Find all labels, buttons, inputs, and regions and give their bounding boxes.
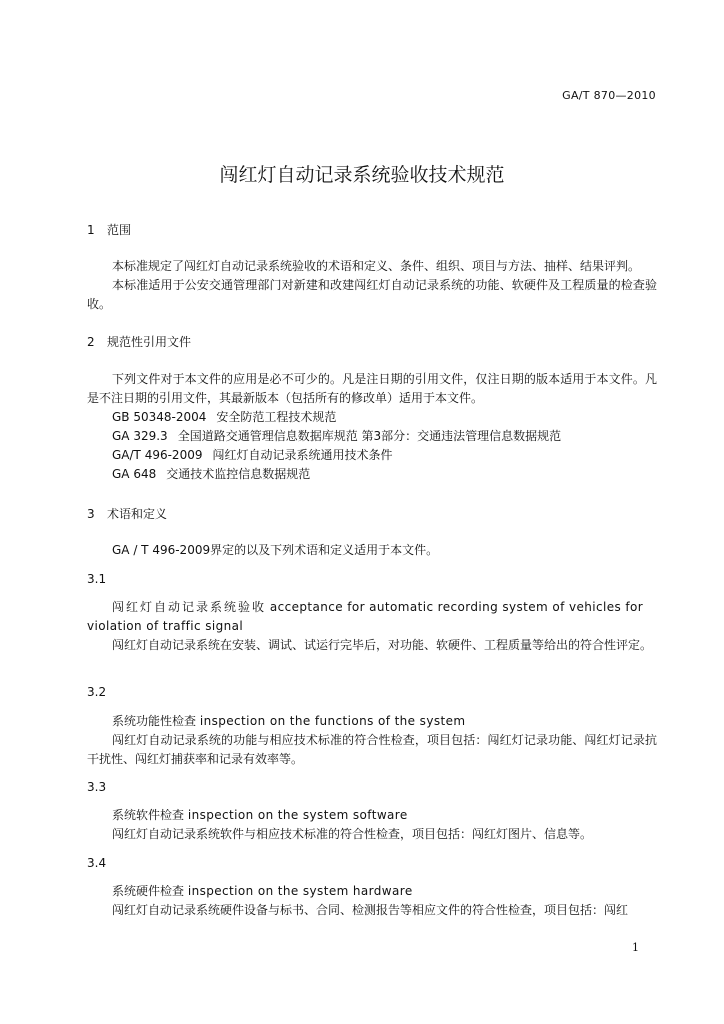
term-name-zh: 系统硬件检查: [112, 884, 185, 898]
term-entry: [87, 806, 657, 825]
paragraph: 本标准规定了闯红灯自动记录系统验收的术语和定义、条件、组织、项目与方法、抽样、结果评判。: [112, 259, 641, 273]
term-number: 3.2: [87, 685, 107, 699]
reference-title: 安全防范工程技术规范: [216, 410, 337, 424]
section-2-heading: [87, 333, 191, 350]
paragraph: 下列文件对于本文件的应用是必不可少的。凡是注日期的引用文件，仅注日期的版本适用于本文件。凡是不注日期的引用文件，其最新版本（包括所有的修改单）适用于本文件。: [87, 372, 657, 405]
reference-code: GA 648: [112, 467, 157, 481]
reference-title: 全国道路交通管理信息数据库规范 第3部分：交通违法管理信息数据规范: [177, 429, 562, 443]
paragraph: 本标准适用于公安交通管理部门对新建和改建闯红灯自动记录系统的功能、软硬件及工程质量的检查验收。: [87, 278, 657, 311]
term-number: 3.4: [87, 856, 107, 870]
section-title: 术语和定义: [107, 507, 168, 521]
term-name-en: inspection on the system hardware: [187, 884, 413, 898]
reference-title: 闯红灯自动记录系统通用技术条件: [212, 448, 393, 462]
reference-title: 交通技术监控信息数据规范: [166, 467, 311, 481]
term-definition: 闯红灯自动记录系统在安装、调试、试运行完毕后，对功能、软硬件、工程质量等给出的符合性评定。: [112, 638, 653, 652]
term-name-zh: 闯红灯自动记录系统验收: [112, 600, 267, 614]
term-name-en: acceptance for automatic recording system of vehicles for violation of traffic signal: [87, 600, 644, 633]
section-3-heading: [87, 505, 167, 522]
term-name-zh: 系统软件检查: [112, 808, 185, 822]
reference-code: GB 50348-2004: [112, 410, 207, 424]
document-title: 闯红灯自动记录系统验收技术规范: [219, 164, 505, 186]
section-title: 规范性引用文件: [107, 335, 192, 349]
reference-code: GA 329.3: [112, 429, 168, 443]
term-entry: [87, 882, 657, 901]
term-name-zh: 系统功能性检查: [112, 714, 197, 728]
section-number: 3: [87, 507, 95, 521]
section-1-heading: [87, 221, 131, 238]
reference-item: [112, 408, 336, 427]
term-name-en: inspection on the system software: [187, 808, 408, 822]
reference-code: GA/T 496-2009: [112, 448, 203, 462]
term-number: 3.3: [87, 780, 107, 794]
reference-item: [112, 446, 392, 465]
term-definition: 闯红灯自动记录系统的功能与相应技术标准的符合性检查，项目包括：闯红灯记录功能、闯红灯记录抗干扰性、闯红灯捕获率和记录有效率等。: [87, 733, 657, 766]
page-number: 1: [632, 941, 639, 954]
term-definition: 闯红灯自动记录系统硬件设备与标书、合同、检测报告等相应文件的符合性检查，项目包括：闯红: [112, 903, 629, 917]
reference-item: [112, 465, 310, 484]
section-number: 2: [87, 335, 95, 349]
term-name-en: inspection on the functions of the system: [199, 714, 466, 728]
term-entry: [87, 712, 657, 731]
reference-item: [112, 427, 561, 446]
term-definition: 闯红灯自动记录系统软件与相应技术标准的符合性检查，项目包括：闯红灯图片、信息等。: [112, 827, 593, 841]
section-title: 范围: [107, 223, 132, 237]
section-number: 1: [87, 223, 95, 237]
term-number: 3.1: [87, 572, 107, 586]
paragraph: GA / T 496-2009界定的以及下列术语和定义适用于本文件。: [112, 543, 439, 557]
standard-code-header: GA/T 870—2010: [562, 89, 656, 102]
term-entry: [87, 598, 657, 636]
